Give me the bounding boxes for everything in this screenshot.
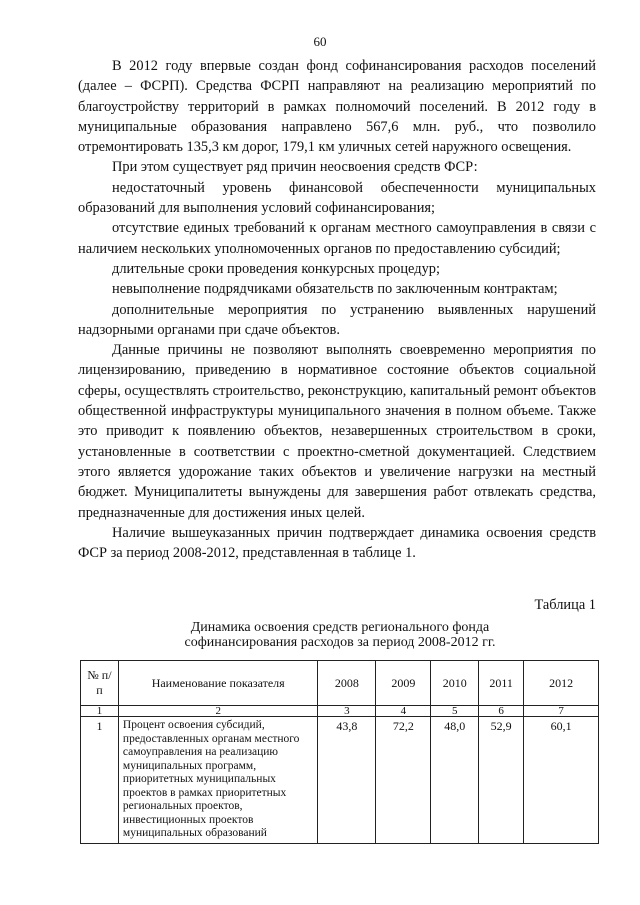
paragraph-table-ref: Наличие вышеуказанных причин подтверждает динамика освоения средств ФСР за период 2008-2012, представленная в таблице 1. [78,524,596,562]
body-text [78,56,596,563]
header-2010: 2010 [431,661,479,706]
index-cell: 7 [524,706,599,717]
value-2010: 48,0 [431,717,479,844]
index-cell: 2 [118,706,318,717]
table-title [80,620,600,650]
paragraph-consequences: Данные причины не позволяют выполнять своевременно мероприятия по лицензированию, приведению в нормативное состояние объектов социальной сферы, осуществлять строительство, реконструкцию, капитальный ремонт объектов общественной инфраструктуры муниципального значения в полном объеме. Также это приводит к появлению объектов, незавершенных строительством в сроки, установленные в соответствии с проектно-сметной документацией. Следствием этого является удорожание таких объектов и увеличение нагрузки на местный бюджет. Муниципалитеты вынуждены для завершения работ отвлекать средства, предназначенные для достижения иных целей. [78,342,597,521]
paragraph-reasons-intro: При этом существует ряд причин неосвоения средств ФСР: [112,159,478,176]
paragraph-reason-2: отсутствие единых требований к органам местного самоуправления в связи с наличием нескольких уполномоченных органов по предоставлению субсидий; [78,220,596,257]
value-2008: 43,8 [318,717,376,844]
indicator-name: Процент освоения субсидий, предоставленных органам местного самоуправления на реализацию муниципальных программ, приоритетных муниципальных проектов в рамках приоритетных региональных проектов, инвестиционных проектов муниципальных образований [118,717,318,844]
index-cell: 4 [376,706,431,717]
index-cell: 5 [431,706,479,717]
value-2011: 52,9 [479,717,524,844]
header-2009: 2009 [376,661,431,706]
header-2012: 2012 [524,661,599,706]
value-2012: 60,1 [524,717,599,844]
index-cell: 1 [81,706,119,717]
header-no: № п/п [81,661,119,706]
paragraph-reason-3: длительные сроки проведения конкурсных процедур; [112,260,440,277]
header-indicator: Наименование показателя [118,661,318,706]
paragraph-reason-1: недостаточный уровень финансовой обеспеченности муниципальных образований для выполнения условий софинансирования; [78,179,596,217]
row-number: 1 [81,717,119,844]
header-2011: 2011 [479,661,524,706]
page-number: 60 [313,34,327,49]
table-title-line-2: софинансирования расходов за период 2008-2012 гг. [184,635,496,650]
header-2008: 2008 [318,661,376,706]
dynamics-table [80,660,599,844]
value-2009: 72,2 [376,717,431,844]
table-row [81,717,599,844]
paragraph-reason-5: дополнительные мероприятия по устранению выявленных нарушений надзорными органами при сдаче объектов. [78,301,596,338]
index-cell: 6 [479,706,524,717]
index-cell: 3 [318,706,376,717]
paragraph-fsrp-intro: В 2012 году впервые создан фонд софинансирования расходов поселений (далее – ФСРП). Средства ФСРП направляют на реализацию мероприятий по благоустройству территорий в рамках полномочий поселений. В 2012 году в муниципальные образования направлено 567,6 млн. руб., что позволило отремонтировать 135,3 км дорог, 179,1 км уличных сетей наружного освещения. [78,58,596,156]
paragraph-reason-4: невыполнение подрядчиками обязательств по заключенным контрактам; [112,281,558,298]
table-header-row [81,661,599,706]
table-index-row [81,706,599,717]
table-label: Таблица 1 [534,597,596,613]
table-title-line-1: Динамика освоения средств регионального фонда [190,620,490,635]
